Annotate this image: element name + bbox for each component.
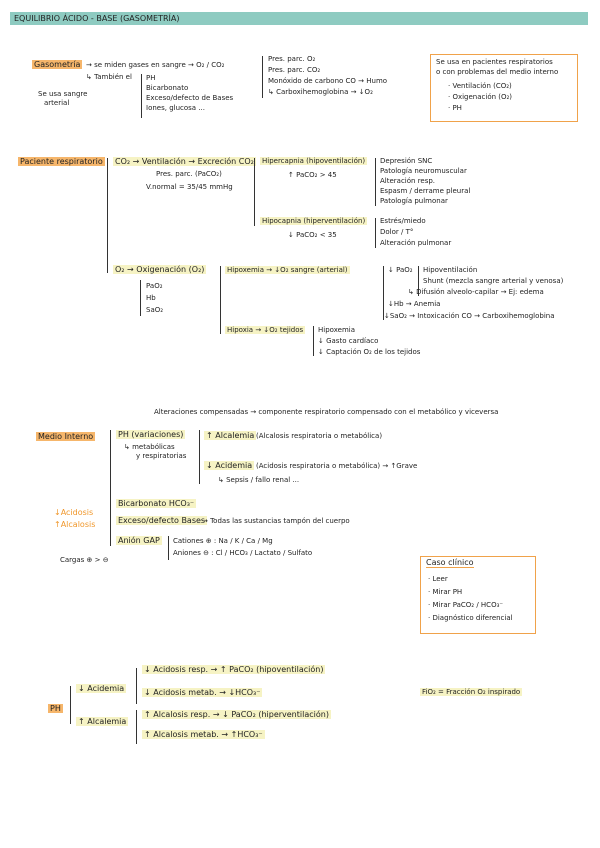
ph-acidemia: ↓ Acidemia: [78, 684, 125, 693]
aniones: Aniones ⊖ : Cl / HCO₃ / Lactato / Sulfato: [173, 549, 313, 557]
cause: Espasm / derrame pleural: [380, 187, 471, 195]
gasometria-label: Gasometría: [34, 60, 81, 69]
bracket: [199, 430, 200, 484]
ph-sub: ↳ metabólicas: [124, 443, 175, 451]
cause: ↓ Gasto cardíaco: [318, 337, 379, 345]
tambien-label: ↳ También el: [86, 73, 132, 81]
fio2: FiO₂ = Fracción O₂ inspirado: [422, 688, 521, 696]
hipercapnia-sub: ↑ PaCO₂ > 45: [288, 171, 337, 179]
pao2: ↓ PaO₂: [388, 266, 413, 274]
ph-variaciones: PH (variaciones): [118, 430, 184, 439]
acid-metab: [142, 688, 262, 697]
hipercapnia: Hipercapnia (hipoventilación): [262, 157, 366, 165]
caso-item: · Leer: [428, 575, 448, 583]
alc-resp-label: ↑ Alcalosis resp. → ↓ PaCO₂ (hiperventilación): [144, 710, 329, 719]
bracket: [141, 74, 142, 118]
acidemia-sub: ↳ Sepsis / fallo renal ...: [218, 476, 300, 484]
cause: Hipoventilación: [423, 266, 478, 274]
bracket: [168, 536, 169, 560]
bracket: [107, 158, 108, 273]
bracket: [313, 326, 314, 356]
cause: Patología neuromuscular: [380, 167, 467, 175]
gasometria-line: → se miden gases en sangre → O₂ / CO₂: [86, 61, 225, 69]
ph-alcalemia: ↑ Alcalemia: [78, 717, 127, 726]
hipoxemia: [225, 266, 350, 274]
bracket: [254, 158, 255, 226]
tambien-item: PH: [146, 74, 156, 82]
cause: Patología pulmonar: [380, 197, 448, 205]
page-title: EQUILIBRIO ÁCIDO - BASE (GASOMETRÍA): [14, 14, 180, 23]
anion-gap: Anión GAP: [118, 536, 160, 545]
alc-resp: [142, 710, 331, 719]
hipoxia: Hipoxia → ↓O₂ tejidos: [227, 326, 304, 334]
acid-metab-label: ↓ Acidosis metab. → ↓HCO₃⁻: [144, 688, 261, 697]
acid-resp-label: ↓ Acidosis resp. → ↑ PaCO₂ (hipoventilación): [144, 665, 324, 674]
bracket: [70, 686, 71, 724]
note-item: · Ventilación (CO₂): [448, 82, 512, 90]
sangre-note: arterial: [44, 99, 70, 107]
o2-heading: O₂ → Oxigenación (O₂): [115, 265, 205, 274]
tambien-item: Bicarbonato: [146, 84, 189, 92]
note-item: · Oxigenación (O₂): [448, 93, 513, 101]
ph-sub: y respiratorias: [136, 452, 187, 460]
hb: ↓Hb → Anemia: [388, 300, 441, 308]
bicarbonato: Bicarbonato HCO₃⁻: [118, 499, 195, 508]
hipocapnia-sub: ↓ PaCO₂ < 35: [288, 231, 337, 239]
cargas: Cargas ⊕ > ⊖: [60, 556, 109, 564]
o2-item: SaO₂: [146, 306, 164, 314]
note-line: Se usa en pacientes respiratorios: [436, 58, 553, 66]
caso-item: · Mirar PaCO₂ / HCO₃⁻: [428, 601, 504, 609]
acidemia-text: (Acidosis respiratoria o metabólica) → ↑Grave: [256, 462, 418, 470]
note-line: o con problemas del medio interno: [436, 68, 559, 76]
alc-metab: [142, 730, 265, 739]
acid-resp: [142, 665, 325, 674]
cause: Alteración resp.: [380, 177, 436, 185]
gas-item: Pres. parc. CO₂: [268, 66, 321, 74]
hipocapnia: Hipocapnia (hiperventilación): [262, 217, 366, 225]
acidosis-side: ↓Acidosis: [54, 508, 94, 517]
caso-item: · Mirar PH: [428, 588, 463, 596]
bracket: [110, 430, 111, 546]
co2-heading: CO₂ → Ventilación → Excreción CO₂: [115, 157, 254, 166]
gas-item: Monóxido de carbono CO → Humo: [268, 77, 388, 85]
alteraciones: Alteraciones compensadas → componente respiratorio compensado con el metabólico y viceversa: [154, 408, 499, 416]
bracket: [136, 710, 137, 744]
cause: Depresión SNC: [380, 157, 433, 165]
caso-item: · Diagnóstico diferencial: [428, 614, 513, 622]
bracket: [140, 280, 141, 316]
cause: Shunt (mezcla sangre arterial y venosa): [423, 277, 564, 285]
bracket: [262, 56, 263, 98]
tambien-item: Exceso/defecto de Bases: [146, 94, 234, 102]
cause: Dolor / T°: [380, 228, 414, 236]
co2-sub: V.normal = 35/45 mmHg: [146, 183, 233, 191]
tambien-item: Iones, glucosa ...: [146, 104, 205, 112]
bracket: [375, 218, 376, 248]
o2-item: PaO₂: [146, 282, 163, 290]
note-item: · PH: [448, 104, 462, 112]
cause: Estrés/miedo: [380, 217, 426, 225]
paciente-label: Paciente respiratorio: [20, 157, 103, 166]
alc-metab-label: ↑ Alcalosis metab. → ↑HCO₃⁻: [144, 730, 263, 739]
bracket: [136, 668, 137, 704]
sangre-note: Se usa sangre: [38, 90, 88, 98]
medio-label: Medio Interno: [38, 432, 94, 441]
cause: Alteración pulmonar: [380, 239, 452, 247]
cause: ↓ Captación O₂ de los tejidos: [318, 348, 421, 356]
exceso-text: → Todas las sustancias tampón del cuerpo: [202, 517, 350, 525]
bracket: [220, 266, 221, 334]
gas-item: ↳ Carboxihemoglobina → ↓O₂: [268, 88, 373, 96]
caso-title: Caso clínico: [426, 558, 474, 567]
exceso: Exceso/defecto Bases: [118, 516, 206, 525]
cause: Hipoxemia: [318, 326, 356, 334]
co2-sub: Pres. parc. (PaCO₂): [156, 170, 222, 178]
alcalosis-side: ↑Alcalosis: [54, 520, 96, 529]
cationes: Cationes ⊕ : Na / K / Ca / Mg: [173, 537, 273, 545]
hipoxemia-label: Hipoxemia → ↓O₂ sangre (arterial): [227, 266, 348, 274]
gas-item: Pres. parc. O₂: [268, 55, 316, 63]
sao2: ↓SaO₂ → Intoxicación CO → Carboxihemoglobina: [384, 312, 555, 320]
bracket: [375, 158, 376, 206]
cause: ↳ Difusión alveolo-capilar → Ej: edema: [408, 288, 544, 296]
alcalemia: ↑ Alcalemia: [206, 431, 255, 440]
ph-label: PH: [50, 704, 61, 713]
acidemia: ↓ Acidemia: [206, 461, 253, 470]
o2-item: Hb: [146, 294, 156, 302]
alcalemia-text: (Alcalosis respiratoria o metabólica): [256, 432, 383, 440]
